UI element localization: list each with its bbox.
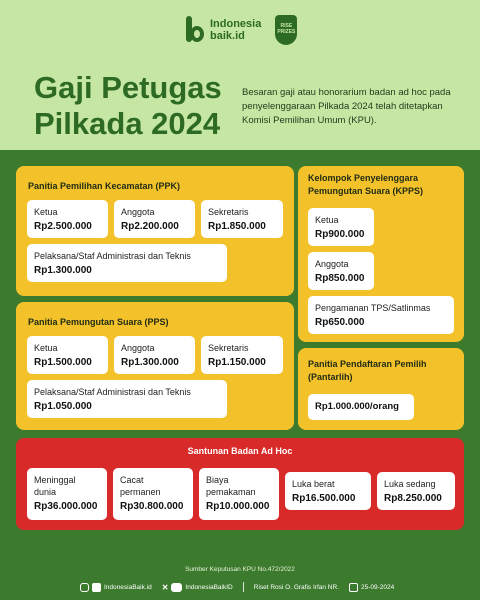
card-value: Rp2.500.000 xyxy=(34,221,92,232)
card-label: Biaya pemakaman xyxy=(206,475,256,497)
card-label: Ketua xyxy=(315,215,339,225)
pantarlih-value-card xyxy=(308,394,414,420)
ppk-title: Panitia Pemilihan Kecamatan (PPK) xyxy=(28,181,181,191)
card-value: Rp1.300.000 xyxy=(121,357,179,368)
card-value: Rp1.500.000 xyxy=(34,357,92,368)
pps-title: Panitia Pemungutan Suara (PPS) xyxy=(28,317,169,327)
card-label: Anggota xyxy=(121,343,155,353)
social-handle-1: IndonesiaBaik.id xyxy=(104,583,152,591)
x-icon: ✕ xyxy=(161,582,169,592)
card-label: Sekretaris xyxy=(208,207,249,217)
card-value: Rp1.150.000 xyxy=(208,357,266,368)
card-label: Ketua xyxy=(34,207,58,217)
santunan-luka-berat-card xyxy=(285,472,371,510)
card-value: Rp1.050.000 xyxy=(34,401,92,412)
social-handle-2: IndonesiaBaikID xyxy=(185,583,233,591)
brand-logo xyxy=(184,14,297,46)
card-label: Luka berat xyxy=(292,479,335,489)
kpps-title: Kelompok Penyelenggara Pemungutan Suara (KPPS) xyxy=(308,173,424,196)
card-value: Rp650.000 xyxy=(315,317,365,328)
title-line2: Pilkada 2024 xyxy=(34,106,221,141)
card-label: Ketua xyxy=(34,343,58,353)
pantarlih-title: Panitia Pendaftaran Pemilih (Pantarlih) xyxy=(308,359,427,382)
source-note: Sumber Keputusan KPU No.472/2022 xyxy=(185,566,295,573)
card-label: Pelaksana/Staf Administrasi dan Teknis xyxy=(34,251,191,261)
ppk-anggota-card xyxy=(114,200,195,238)
santunan-meninggal-card xyxy=(27,468,107,520)
ppk-sekretaris-card xyxy=(201,200,283,238)
kpps-pengamanan-card xyxy=(308,296,454,334)
page-title xyxy=(34,70,222,142)
award-badge-icon xyxy=(275,15,297,45)
card-value: Rp36.000.000 xyxy=(34,501,98,512)
pps-pelaksana-card xyxy=(27,380,227,418)
footer-bar xyxy=(80,582,394,592)
instagram-icon xyxy=(80,583,89,592)
logo-text-line1: Indonesia xyxy=(210,18,262,30)
card-label: Anggota xyxy=(121,207,155,217)
card-value: Rp8.250.000 xyxy=(384,493,442,504)
card-label: Sekretaris xyxy=(208,343,249,353)
santunan-luka-sedang-card xyxy=(377,472,455,510)
award-badge-text: RISE PRIZES xyxy=(277,23,296,35)
kpps-anggota-card xyxy=(308,252,374,290)
card-label: Meninggal dunia xyxy=(34,475,76,497)
card-value: Rp1.000.000/orang xyxy=(315,401,399,412)
card-label: Luka sedang xyxy=(384,479,436,489)
card-value: Rp900.000 xyxy=(315,229,365,240)
card-label: Pengamanan TPS/Satlinmas xyxy=(315,303,431,313)
publish-date: 25-09-2024 xyxy=(361,583,395,591)
intro-text: Besaran gaji atau honorarium badan ad hoc pada penyelenggaraan Pilkada 2024 telah ditetapkan Komisi Pemilihan Umum (KPU). xyxy=(242,87,451,126)
logo-text-line2: baik.id xyxy=(210,30,245,42)
title-line1: Gaji Petugas xyxy=(34,70,222,105)
santunan-cacat-card xyxy=(113,468,193,520)
ppk-pelaksana-card xyxy=(27,244,227,282)
kpps-ketua-card xyxy=(308,208,374,246)
footer-divider xyxy=(243,582,244,592)
card-value: Rp16.500.000 xyxy=(292,493,356,504)
card-value: Rp2.200.000 xyxy=(121,221,179,232)
card-value: Rp10.000.000 xyxy=(206,501,270,512)
pps-sekretaris-card xyxy=(201,336,283,374)
youtube-icon xyxy=(171,583,182,592)
card-value: Rp30.800.000 xyxy=(120,501,184,512)
card-label: Anggota xyxy=(315,259,349,269)
santunan-pemakaman-card xyxy=(199,468,279,520)
card-label: Pelaksana/Staf Administrasi dan Teknis xyxy=(34,387,191,397)
card-value: Rp850.000 xyxy=(315,273,365,284)
card-value: Rp1.850.000 xyxy=(208,221,266,232)
calendar-icon xyxy=(349,583,358,592)
facebook-icon xyxy=(92,583,101,592)
santunan-title: Santunan Badan Ad Hoc xyxy=(187,446,293,456)
card-label: Cacat permanen xyxy=(120,475,161,497)
ppk-ketua-card xyxy=(27,200,108,238)
brand-mark-icon xyxy=(184,14,204,46)
credits: Riset Rosi O. Grafis Irfan NR. xyxy=(253,583,339,591)
pps-ketua-card xyxy=(27,336,108,374)
card-value: Rp1.300.000 xyxy=(34,265,92,276)
pps-anggota-card xyxy=(114,336,195,374)
